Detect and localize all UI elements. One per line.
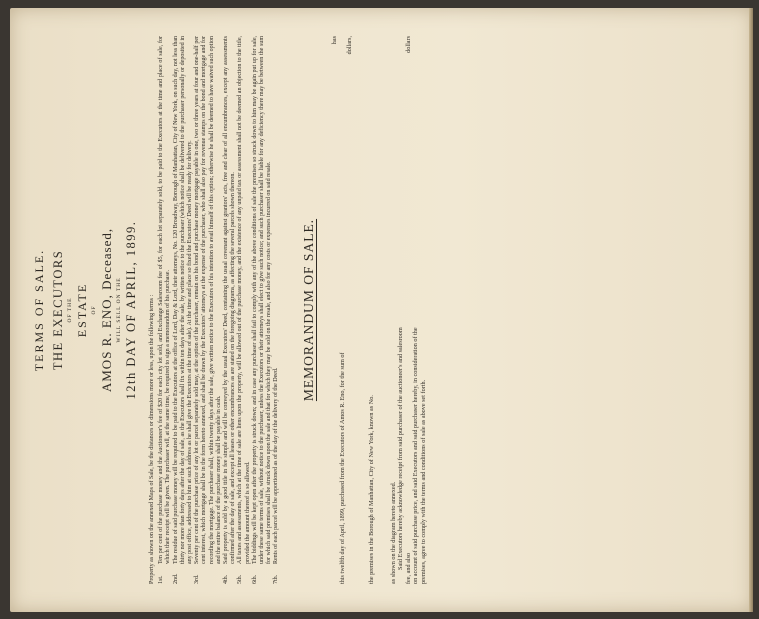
page-title: TERMS OF SALE. <box>31 248 46 372</box>
memorandum-body <box>330 30 427 590</box>
memo-line3: as shown on the diagram hereto annexed. <box>389 481 397 584</box>
term-item <box>223 36 237 584</box>
memo-line <box>404 36 412 584</box>
term-number: 7th. <box>272 574 279 584</box>
term-item <box>194 36 223 584</box>
term-text: Said property is sold by a good title in fee simple and will be conveyed by the usual Executors' Deed, containing the usual covenant against grantors' acts, free and clear of all encumbrances, except any assessments confirmed after the day of sale, and except all leases or other encumbrances as are stated on the foregoing diagrams, as affecting the several parcels shown thereon. <box>222 36 236 564</box>
memo-line <box>412 36 420 584</box>
memo-line4: Said Executors hereby acknowledge receipt from said purchaser of the auctioneer's and salesroom <box>396 327 404 570</box>
term-text: Ten per cent of the purchase money and the Auctioneer's fee of $20 for each city lot sold, and Exchange Salesroom fee of $5, for each lot separately sold, to be paid to the Executors at the time and place of sale, for which their receipt will be given. The purchaser will, at the same time, be required to sign a memorandum of his purchase. <box>157 36 171 564</box>
term-number: 4th. <box>222 574 229 584</box>
memo-has: has <box>330 36 338 45</box>
executors-heading: THE EXECUTORS <box>50 249 65 371</box>
memo-line <box>368 36 376 584</box>
memo-line <box>338 36 346 584</box>
memo-line6: on account of said purchase price, and said Executors and said purchaser hereby, in consideration of the <box>411 327 419 584</box>
term-item <box>251 36 273 584</box>
term-item <box>172 36 194 584</box>
memo-line <box>346 36 354 584</box>
estate-heading: ESTATE <box>74 282 89 338</box>
of-text: OF <box>90 305 97 315</box>
memo-has-row <box>330 36 338 584</box>
term-text: Rents of each parcel will be apportioned as of the day of the delivery of the Deed. <box>272 367 279 564</box>
term-item <box>158 36 172 584</box>
term-text: The residue of said purchase money will be required to be paid to the Executors at the office of Lord, Day & Lord, their attorneys, No. 120 Broadway, Borough of Manhattan, City of New York, on such day, not less than thirty nor more than forty days after the day of sale, as the Executors shall fix within ten days after the sale, by written notice to the purchaser (which notice shall be delivered to the purchaser personally or deposited in any post office, addressed to him at such address as he shall give the Executors at the time of sale). At the time and place so fixed the Executors' Deed will be ready for delivery. <box>172 36 193 564</box>
of-the-text: OF THE <box>66 297 73 323</box>
term-text: The biddings will be kept open after the property is struck down; and in case any purchaser shall fail to comply with any of the above conditions of sale the premises so struck down to him may be again put up for sale, under these same terms of sale, without notice to the purchaser, unless the Executors or their attorneys shall elect to give such notice; and such purchaser shall be liable for any deficiency there may be between the sum for which said premises shall be struck down upon the sale and that for which they may be sold on the resale, and also for any costs or expenses incurred on said resale. <box>251 36 272 564</box>
memo-line <box>389 36 397 584</box>
term-number: 3rd. <box>193 574 200 584</box>
term-text: All taxes and assessments, which at the time of sale are liens upon the property, will be allowed out of the purchase money, and the existence of any unpaid tax or assessment shall not be deemed an objection to the title, provided the amount thereof is so allowed. <box>236 36 251 564</box>
memo-line7: premises, agree to comply with the terms and conditions of sale as above set forth. <box>419 379 427 584</box>
rotated-content <box>32 30 732 590</box>
term-text: Seventy per cent of the purchase price of any lot or parcel separately sold may, at the option of the purchaser, remain on his bond and purchase money mortgage payable in one, two or three years at four and one-half per cent interest, which mortgage shall be in the form hereto annexed, and shall be drawn by the Executors' attorneys at the expense of the purchaser, who shall also pay for revenue stamps on the bond and mortgage and for recording the mortgage. The purchaser shall, within twenty days after the sale, give written notice to the Executors of his intention to avail himself of this option; otherwise he shall be deemed to have waived such option and the entire balance of the purchase money shall be payable in cash. <box>193 36 222 564</box>
deceased-name: AMOS R. ENO, Deceased, <box>98 227 114 393</box>
memorandum-title: MEMORANDUM OF SALE. <box>300 218 316 402</box>
memo-line2: the premises in the Borough of Manhattan, City of New York, known as No. <box>367 395 375 584</box>
term-number: 1st. <box>157 575 164 584</box>
page-edge <box>749 8 753 612</box>
document-page <box>10 8 753 612</box>
term-item <box>273 36 280 584</box>
memo-line1: this twelfth day of April, 1899, purchased from the Executors of Amos R. Eno, for the sum of <box>338 352 346 584</box>
term-item <box>237 36 251 584</box>
memo-line5: fee, and also <box>404 552 412 584</box>
memo-dollars1: dollars, <box>345 36 353 55</box>
term-number: 2nd. <box>172 573 179 584</box>
memo-line <box>419 36 427 584</box>
sale-date: 12th DAY OF APRIL, 1899. <box>123 220 138 400</box>
terms-body <box>149 30 281 590</box>
intro-text: Property as shown on the annexed Maps of Sale, be the distances or dimensions more or less, upon the following terms : <box>148 294 155 584</box>
will-sell-text: WILL SELL ON THE <box>115 277 122 343</box>
term-number: 6th. <box>251 574 258 584</box>
memo-line <box>397 36 405 584</box>
memo-dollars2: dollars <box>404 36 412 53</box>
term-number: 5th. <box>236 574 243 584</box>
